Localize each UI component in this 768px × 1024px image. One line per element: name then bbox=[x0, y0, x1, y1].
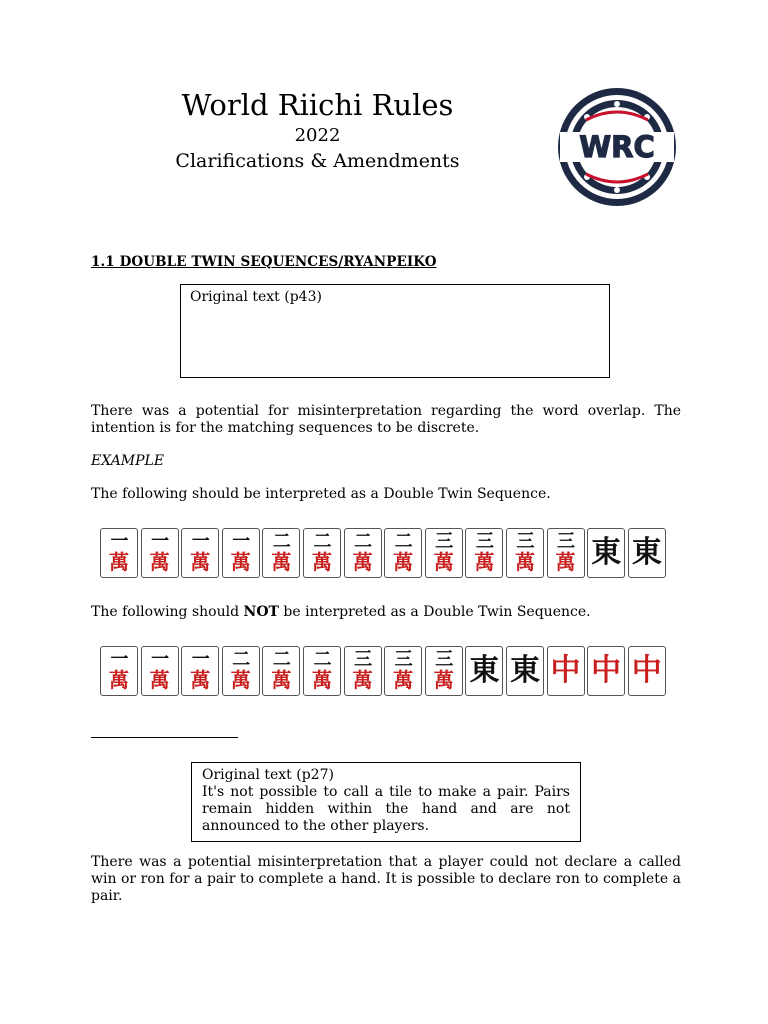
original-text-box-p27 bbox=[191, 762, 581, 842]
mahjong-tile bbox=[506, 528, 544, 578]
mahjong-tile bbox=[628, 528, 666, 578]
paragraph-pair-ron: There was a potential misinterpretation that a player could not declare a called win or ron for a pair to complete a hand. It is possible to declare ron to complete a pair. bbox=[91, 854, 681, 904]
title-block bbox=[130, 88, 505, 174]
mahjong-tile bbox=[262, 646, 300, 696]
tile-number: 二 bbox=[313, 649, 331, 670]
paragraph-not-double-twin bbox=[91, 604, 681, 621]
tile-suit: 萬 bbox=[230, 550, 251, 574]
paragraph3-pre: The following should bbox=[91, 604, 244, 620]
tile-row-invalid bbox=[100, 646, 668, 696]
tile-number: 二 bbox=[272, 531, 290, 552]
document-title: World Riichi Rules bbox=[181, 88, 454, 122]
tile-suit: 萬 bbox=[352, 550, 373, 574]
tile-number: 二 bbox=[272, 649, 290, 670]
mahjong-tile bbox=[465, 646, 503, 696]
tile-number: 三 bbox=[435, 649, 453, 670]
tile-suit: 萬 bbox=[190, 668, 211, 692]
tile-suit: 萬 bbox=[149, 668, 170, 692]
mahjong-tile bbox=[100, 528, 138, 578]
mahjong-tile bbox=[628, 646, 666, 696]
tile-number: 一 bbox=[191, 531, 209, 552]
tile-honor: 中 bbox=[550, 653, 581, 688]
tile-suit: 萬 bbox=[190, 550, 211, 574]
tile-suit: 萬 bbox=[109, 668, 129, 692]
box2-label: Original text (p27) bbox=[202, 767, 334, 783]
tile-number: 三 bbox=[475, 531, 493, 552]
box2-body: It's not possible to call a tile to make a pair. Pairs remain hidden within the hand and are not announced to the other players. bbox=[202, 784, 570, 834]
tile-suit: 萬 bbox=[311, 668, 332, 692]
tile-number: 三 bbox=[557, 531, 575, 552]
mahjong-tile bbox=[384, 528, 422, 578]
tile-honor: 東 bbox=[509, 653, 540, 688]
mahjong-tile bbox=[344, 528, 382, 578]
tile-suit: 萬 bbox=[514, 550, 535, 574]
section-heading: 1.1 DOUBLE TWIN SEQUENCES/RYANPEIKO bbox=[91, 254, 437, 270]
mahjong-tile bbox=[262, 528, 300, 578]
mahjong-tile bbox=[547, 646, 585, 696]
mahjong-tile bbox=[384, 646, 422, 696]
tile-suit: 萬 bbox=[271, 550, 292, 574]
mahjong-tile bbox=[547, 528, 585, 578]
mahjong-tile bbox=[465, 528, 503, 578]
tile-number: 一 bbox=[110, 649, 128, 670]
mahjong-tile bbox=[141, 646, 179, 696]
tile-number: 一 bbox=[232, 531, 250, 552]
tile-suit: 萬 bbox=[352, 668, 373, 692]
tile-suit: 萬 bbox=[230, 668, 251, 692]
tile-number: 三 bbox=[354, 649, 372, 670]
mahjong-tile bbox=[181, 646, 219, 696]
mahjong-tile bbox=[100, 646, 138, 696]
wrc-logo bbox=[556, 86, 678, 208]
original-text-box-p43 bbox=[180, 284, 610, 378]
tile-suit: 萬 bbox=[555, 550, 576, 574]
tile-honor: 東 bbox=[469, 653, 500, 688]
tile-suit: 萬 bbox=[311, 550, 332, 574]
logo-text: WRC bbox=[579, 130, 655, 164]
tile-suit: 萬 bbox=[393, 668, 414, 692]
mahjong-tile bbox=[425, 646, 463, 696]
mahjong-tile bbox=[506, 646, 544, 696]
mahjong-tile bbox=[181, 528, 219, 578]
tile-honor: 中 bbox=[631, 653, 662, 688]
tile-suit: 萬 bbox=[109, 550, 129, 574]
tile-number: 二 bbox=[232, 649, 250, 670]
mahjong-tile bbox=[587, 646, 625, 696]
tile-suit: 萬 bbox=[433, 668, 454, 692]
mahjong-tile bbox=[425, 528, 463, 578]
tile-number: 三 bbox=[516, 531, 534, 552]
tile-honor: 中 bbox=[591, 653, 622, 688]
mahjong-tile bbox=[141, 528, 179, 578]
document-subtitle: Clarifications & Amendments bbox=[175, 150, 460, 172]
tile-number: 一 bbox=[110, 531, 128, 552]
tile-suit: 萬 bbox=[474, 550, 495, 574]
mahjong-tile bbox=[303, 528, 341, 578]
tile-suit: 萬 bbox=[393, 550, 414, 574]
tile-number: 二 bbox=[313, 531, 331, 552]
tile-number: 一 bbox=[151, 531, 169, 552]
mahjong-tile bbox=[344, 646, 382, 696]
tile-honor: 東 bbox=[591, 535, 622, 570]
section-divider bbox=[91, 737, 238, 738]
tile-number: 三 bbox=[435, 531, 453, 552]
tile-row-valid bbox=[100, 528, 668, 578]
tile-number: 三 bbox=[394, 649, 412, 670]
example-label: EXAMPLE bbox=[91, 453, 165, 469]
paragraph-is-double-twin: The following should be interpreted as a Double Twin Sequence. bbox=[91, 486, 551, 502]
tile-suit: 萬 bbox=[271, 668, 292, 692]
mahjong-tile bbox=[587, 528, 625, 578]
mahjong-tile bbox=[303, 646, 341, 696]
tile-suit: 萬 bbox=[433, 550, 454, 574]
box1-label: Original text (p43) bbox=[190, 289, 322, 305]
tile-honor: 東 bbox=[631, 535, 662, 570]
document-year: 2022 bbox=[294, 125, 341, 146]
tile-number: 二 bbox=[394, 531, 412, 552]
tile-number: 二 bbox=[354, 531, 372, 552]
tile-number: 一 bbox=[191, 649, 209, 670]
tile-number: 一 bbox=[151, 649, 169, 670]
mahjong-tile bbox=[222, 528, 260, 578]
tile-suit: 萬 bbox=[149, 550, 170, 574]
paragraph3-bold: NOT bbox=[243, 604, 279, 620]
paragraph-overlap: There was a potential for misinterpretation regarding the word overlap. The intention is for the matching sequences to be discrete. bbox=[91, 403, 681, 436]
paragraph3-post: be interpreted as a Double Twin Sequence. bbox=[278, 604, 591, 620]
mahjong-tile bbox=[222, 646, 260, 696]
